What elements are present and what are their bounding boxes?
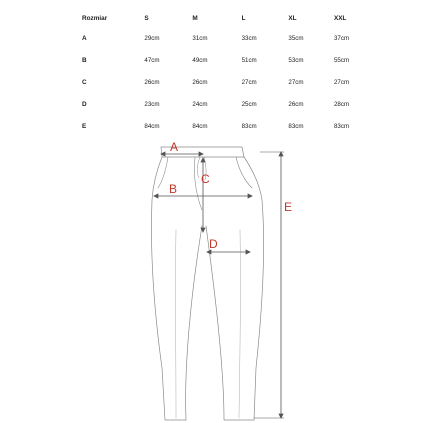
left-pocket xyxy=(158,157,168,188)
label-e: E xyxy=(284,200,293,214)
table-cell: 27cm xyxy=(288,78,304,86)
size-header-xxl: XXL xyxy=(333,14,347,22)
label-c: C xyxy=(201,172,210,186)
label-b: B xyxy=(169,182,178,196)
table-cell: 51cm xyxy=(241,56,257,64)
row-label: A xyxy=(82,34,87,42)
table-cell: 27cm xyxy=(241,78,257,86)
table-cell: 27cm xyxy=(333,78,350,86)
row-label: C xyxy=(82,78,87,86)
table-cell: 26cm xyxy=(144,78,160,86)
left-leg-outline xyxy=(151,157,202,420)
right-leg-seam xyxy=(239,230,240,418)
size-header-s: S xyxy=(144,14,149,22)
right-leg-outline xyxy=(206,157,264,420)
label-d: D xyxy=(209,237,218,251)
table-cell: 47cm xyxy=(144,56,160,64)
arrow-e-bottom xyxy=(279,414,283,418)
arrow-e-top xyxy=(279,152,283,156)
table-cell: 84cm xyxy=(144,122,160,130)
table-cell: 31cm xyxy=(192,34,208,42)
table-cell: 24cm xyxy=(192,100,208,108)
table-cell: 35cm xyxy=(288,34,304,42)
table-cell: 25cm xyxy=(241,100,257,108)
table-cell: 83cm xyxy=(288,122,304,130)
table-cell: 53cm xyxy=(288,56,304,64)
table-cell: 37cm xyxy=(333,34,350,42)
table-cell: 83cm xyxy=(333,122,350,130)
table-cell: 29cm xyxy=(144,34,160,42)
size-header-m: M xyxy=(192,14,198,22)
row-label: D xyxy=(82,100,87,108)
size-header-l: L xyxy=(241,14,246,22)
arrow-b-left xyxy=(154,194,158,198)
table-cell: 26cm xyxy=(192,78,208,86)
arrow-c-bottom xyxy=(201,228,205,232)
row-label: B xyxy=(82,56,87,64)
table-cell: 28cm xyxy=(333,100,350,108)
label-a: A xyxy=(170,140,179,154)
table-cell: 26cm xyxy=(288,100,304,108)
right-pocket xyxy=(236,157,252,188)
table-cell: 33cm xyxy=(241,34,257,42)
table-cell: 23cm xyxy=(144,100,160,108)
row-label: E xyxy=(82,122,87,130)
arrow-a-right xyxy=(199,152,203,156)
table-cell: 55cm xyxy=(333,56,350,64)
table-cell: 83cm xyxy=(241,122,257,130)
size-header-xl: XL xyxy=(288,14,297,22)
arrow-d-right xyxy=(246,250,250,254)
size-corner-label: Rozmiar xyxy=(82,14,108,22)
arrow-b-right xyxy=(248,194,252,198)
table-cell: 49cm xyxy=(192,56,208,64)
table-cell: 84cm xyxy=(192,122,208,130)
